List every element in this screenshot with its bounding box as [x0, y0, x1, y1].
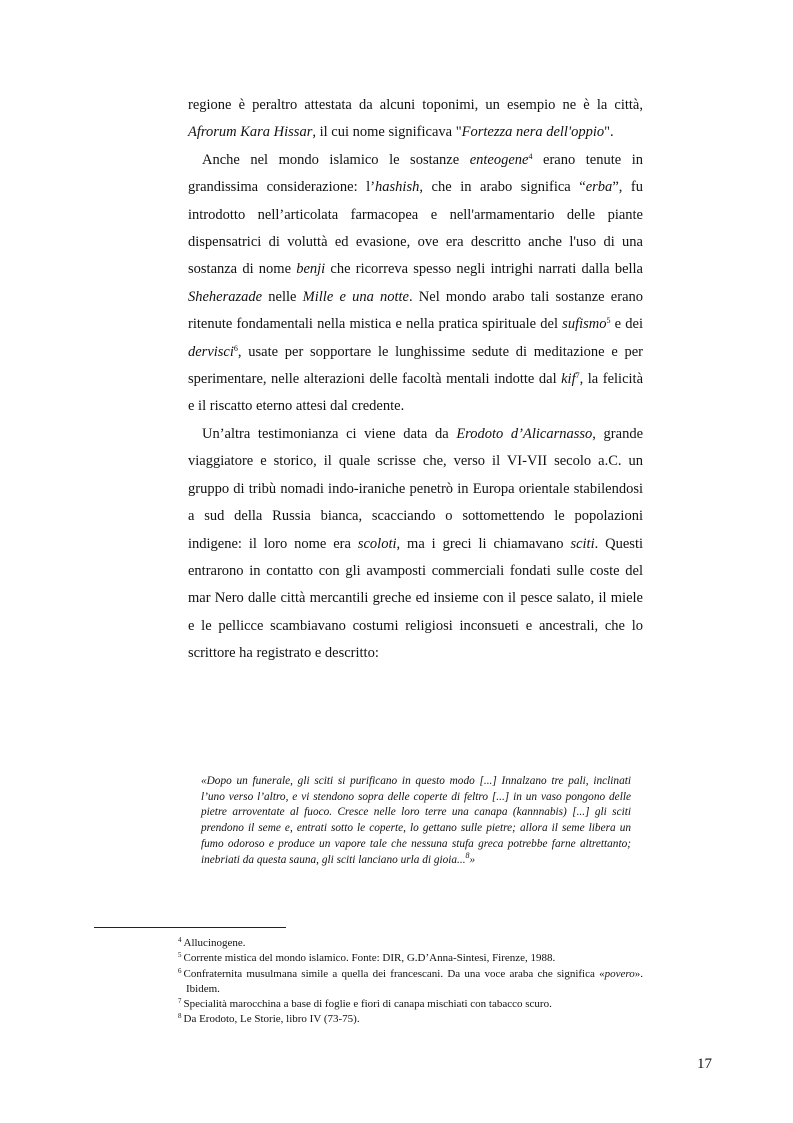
footnote-ref[interactable]: 6: [233, 343, 238, 353]
footnote-number: 5: [178, 951, 182, 960]
text-run: , ma i greci li chiamavano: [396, 535, 571, 552]
footnote-number: 6: [178, 966, 182, 975]
footnote-text: Allucinogene.: [183, 937, 246, 949]
text-run: che ricorreva spesso negli intrighi narrati dalla bella: [325, 261, 643, 278]
text-run: erano tenute in grandissima considerazione: l’: [188, 151, 643, 196]
paragraph-2: [188, 147, 643, 421]
footnote-text: Corrente mistica del mondo islamico. Fonte: DIR, G.D’Anna-Sintesi, Firenze, 1988.: [183, 952, 556, 965]
footnote-number: 4: [178, 936, 182, 944]
text-run: ".: [604, 124, 614, 141]
italic-run: Erodoto d’Alicarnasso: [456, 425, 593, 442]
italic-run: scoloti: [357, 535, 397, 552]
italic-run: Fortezza nera dell'oppio: [461, 124, 605, 141]
text-run: Anche nel mondo islamico le sostanze: [202, 151, 470, 168]
footnote-item: [178, 936, 643, 951]
italic-run: Sheherazade: [188, 288, 263, 305]
footnote-text: ». Ibidem.: [186, 967, 643, 995]
footnote-text: Confraternita musulmana simile a quella dei francescani. Da una voce araba che significa «: [183, 967, 605, 980]
page-number: 17: [697, 1056, 712, 1072]
paragraph-1: [188, 92, 643, 147]
text-run: e dei: [610, 316, 644, 333]
footnote-ref[interactable]: 4: [528, 151, 533, 161]
main-text: [188, 92, 643, 668]
footnote-number: 8: [178, 1012, 182, 1021]
italic-run: benji: [296, 261, 326, 278]
text-run: , grande viaggiatore e storico, il quale scrisse che, verso il VI-VII secolo a.C. un gruppo di tribù nomadi indo-iraniche penetrò in Europa orientale stabilendosi a sud della Russia bianca, scacciando o sottomettendo le popolazioni indigene: il loro nome era: [188, 425, 643, 552]
footnotes: [178, 936, 643, 1028]
italic-run: sufismo: [562, 316, 607, 333]
footnote-text: Specialità marocchina a base di foglie e fiori di canapa mischiati con tabacco scuro.: [183, 998, 552, 1011]
quote-text: «Dopo un funerale, gli sciti si purificano in questo modo [...] Innalzano tre pali, inclinati l’uno verso l’altro, e vi stendono sopra delle coperte di feltro [...] in un vaso pongono delle pietre arroventate al fuoco. Cresce nelle loro terre una canapa (kannnabis) [...] gli sciti prendono il seme e, entrati sotto le coperte, lo gettano sulle pietre; allora il seme libera un fumo odoroso e produce un vapore tale che nessuna stufa greca potrebbe farne altrettanto; inebriati da questa sauna, gli sciti lanciano urla di gioia...: [201, 775, 631, 866]
quote-close: »: [469, 853, 476, 866]
text-run: regione è peraltro attestata da alcuni toponimi, un esempio ne è la città,: [188, 97, 643, 113]
footnote-separator: [94, 927, 286, 928]
footnote-ref[interactable]: 8: [465, 850, 470, 860]
italic-run: hashish: [375, 179, 420, 196]
footnote-item: [178, 967, 643, 998]
italic-run: Afrorum Kara Hissar: [188, 124, 313, 141]
text-run: , usate per sopportare le lunghissime sedute di meditazione e per sperimentare, nelle alterazioni delle facoltà mentali indotte dal: [188, 343, 643, 388]
footnote-item: [178, 1012, 643, 1027]
footnote-number: 7: [178, 997, 182, 1006]
text-run: ”, fu introdotto nell’articolata farmacopea e nell'armamentario delle piante dispensatrici di voluttà ed evasione, ove era descritto anche l'uso di una sostanza di nome: [188, 179, 644, 278]
text-run: nelle: [262, 288, 303, 305]
text-run: , la felicità e il riscatto eterno attesi dal credente.: [188, 371, 644, 415]
block-quote: [201, 774, 631, 868]
italic-run: kif: [561, 371, 576, 388]
italic-run: enteogene: [469, 151, 529, 168]
italic-run: dervisci: [188, 343, 234, 360]
text-run: . Nel mondo arabo tali sostanze erano ritenute fondamentali nella mistica e nella pratica spirituale del: [188, 288, 643, 333]
text-run: Un’altra testimonianza ci viene data da: [202, 425, 457, 442]
footnote-item: [178, 951, 643, 966]
italic-run: Mille e una notte: [302, 288, 409, 305]
text-run: , che in arabo significa “: [419, 179, 586, 196]
text-run: , il cui nome significava ": [312, 124, 462, 141]
footnote-text: Da Erodoto, Le Storie, libro IV (73-75).: [183, 1013, 360, 1026]
footnote-italic: povero: [604, 967, 635, 980]
footnote-ref[interactable]: 5: [606, 316, 611, 326]
footnote-item: [178, 997, 643, 1012]
text-run: . Questi entrarono in contatto con gli avamposti commerciali fondati sulle coste del mar Nero dalle città mercantili greche ed insieme con il pesce salato, il miele e le pellicce scambiavano costumi religiosi inconsueti e ancestrali, che lo scrittore ha registrato e descritto:: [188, 535, 644, 662]
footnote-ref[interactable]: 7: [575, 371, 580, 381]
italic-run: sciti: [570, 535, 595, 552]
paragraph-3: [188, 421, 643, 668]
italic-run: erba: [585, 179, 613, 196]
